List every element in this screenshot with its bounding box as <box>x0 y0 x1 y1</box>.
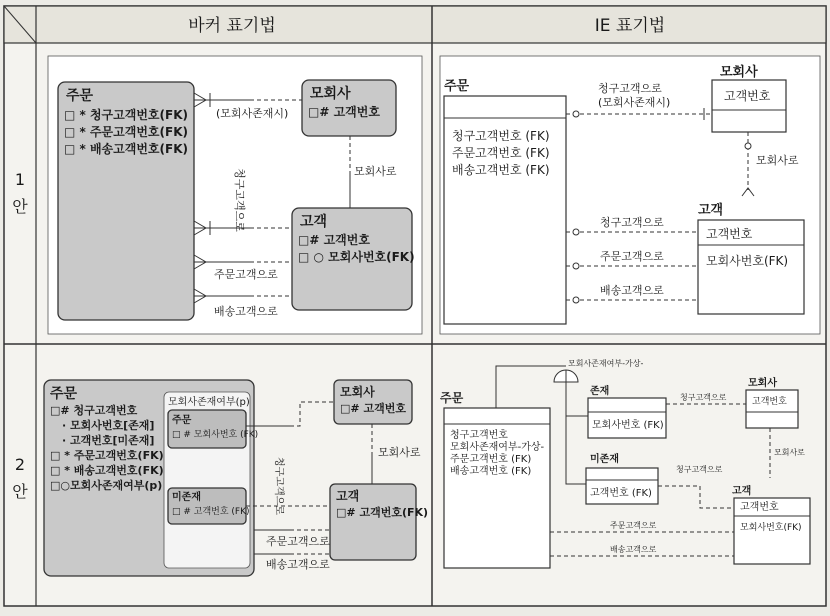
r2i-parent-entity <box>746 390 798 428</box>
r1-barker-diagram <box>48 56 422 334</box>
r2b-order-attr-4: □ * 주문고객번호(FK) <box>50 449 164 462</box>
row2-word: 안 <box>12 482 28 501</box>
r1i-circle-4 <box>573 297 579 303</box>
r2i-exist-entity <box>588 398 666 438</box>
r1i-label-order-cust: 주문고객으로 <box>600 250 664 263</box>
r1b-label-ship: 배송고객으로 <box>214 305 278 318</box>
r2i-top-label: 모회사존재여부-가상- <box>568 359 644 368</box>
r1-ie-diagram <box>440 56 820 334</box>
r1i-customer-title: 고객 <box>698 203 724 218</box>
r1b-label-billing: 청구고객으로 <box>233 168 246 232</box>
r1i-label-ship: 배송고객으로 <box>600 284 664 297</box>
r2b-label-billing: 청구고객으로 <box>273 457 284 515</box>
r2b-order-attr-1: □# 청구고객번호 <box>50 404 138 417</box>
r1i-order-attr-3: 배송고객번호 (FK) <box>452 163 550 177</box>
r1i-label-parent: 모회사로 <box>756 154 799 167</box>
r2b-sub1-title: 주문 <box>172 415 192 426</box>
r1i-parent-title: 모회사 <box>720 65 758 80</box>
r1i-order-title: 주문 <box>444 79 470 94</box>
r2b-sub2-attr: □ # 고객번호 (FK) <box>172 507 250 517</box>
r1b-label-parent-company: (모회사존재시) <box>216 107 289 120</box>
r1i-circle-1 <box>573 111 579 117</box>
r2i-parent-title: 모회사 <box>748 378 777 389</box>
r1b-order-attr-3: □ * 배송고객번호(FK) <box>64 142 188 156</box>
r2b-order-attr-2: · 모회사번호[존재] <box>62 419 155 432</box>
header-barker: 바커 표기법 <box>188 16 276 36</box>
header-row <box>4 6 826 43</box>
r1i-customer-pk: 고객번호 <box>706 227 753 241</box>
r2b-label-ship: 배송고객으로 <box>266 558 330 571</box>
r1i-parent-entity <box>712 80 786 132</box>
row1-number: 1 <box>14 170 26 189</box>
r2i-label-ship: 배송고객으로 <box>610 545 657 554</box>
r2b-order-attr-3: · 고객번호[미존재] <box>62 434 155 447</box>
r2b-parent-attr: □# 고객번호 <box>340 402 406 415</box>
r1b-order-title: 주문 <box>66 88 94 104</box>
row1-word: 안 <box>12 197 28 216</box>
r1b-order-attr-2: □ * 주문고객번호(FK) <box>64 125 188 139</box>
r1i-circle-2 <box>573 229 579 235</box>
r1i-order-attr-1: 청구고객번호 (FK) <box>452 129 550 143</box>
r2i-label-billing-a: 청구고객으로 <box>680 393 727 402</box>
r2i-parent-attr: 고객번호 <box>752 397 787 407</box>
row2-number: 2 <box>14 455 26 474</box>
r2b-order-attr-6: □○모회사존재여부(p) <box>50 479 163 492</box>
r2b-parent-title: 모회사 <box>340 385 375 399</box>
r1b-customer-attr-1: □# 고객번호 <box>298 233 370 247</box>
r2i-customer-title: 고객 <box>732 486 752 497</box>
r2b-label-order-cust: 주문고객으로 <box>266 535 330 548</box>
r2b-order-attr-5: □ * 배송고객번호(FK) <box>50 464 164 477</box>
r1b-label-order-cust: 주문고객으로 <box>214 268 278 281</box>
r1i-label-billing-2: (모회사존재시) <box>598 96 671 109</box>
r2b-order-title: 주문 <box>50 386 78 402</box>
r1b-customer-attr-2: □ ○ 모회사번호(FK) <box>298 250 415 264</box>
r2b-customer-title: 고객 <box>336 489 360 503</box>
r1b-parent-attr: □# 고객번호 <box>308 105 380 119</box>
r1i-order-attr-2: 주문고객번호 (FK) <box>452 146 550 160</box>
r2i-label-parent: 모회사로 <box>774 448 805 457</box>
r2i-exist-attr: 모회사번호 (FK) <box>592 420 664 431</box>
r2i-label-billing-b: 청구고객으로 <box>676 465 723 474</box>
r1i-label-billing: 청구고객으로 <box>600 216 664 229</box>
r2i-order-attr-1: 청구고객번호 <box>450 430 508 441</box>
r2i-exist-title: 존재 <box>590 386 610 397</box>
r2i-order-title: 주문 <box>440 391 464 405</box>
r2i-customer-attr: 모회사번호(FK) <box>740 523 802 533</box>
r2b-subtype-title: 모회사존재여부(p) <box>168 397 250 408</box>
r1i-label-billing-1: 청구고객으로 <box>598 82 662 95</box>
r1i-customer-attr: 모회사번호(FK) <box>706 254 789 268</box>
r2i-customer-pk: 고객번호 <box>740 502 779 513</box>
r2i-order-attr-3: 주문고객번호 (FK) <box>450 454 532 465</box>
r2i-label-order-cust: 주문고객으로 <box>610 521 657 530</box>
r2b-sub1-attr: □ # 모회사번호 (FK) <box>172 430 259 440</box>
r2i-nonexist-attr: 고객번호 (FK) <box>590 488 652 499</box>
r1i-parent-attr: 고객번호 <box>724 89 771 103</box>
r2i-order-attr-2: 모회사존재여부-가상- <box>450 442 545 453</box>
r1i-circle-parent <box>745 143 751 149</box>
header-ie: IE 표기법 <box>594 16 666 36</box>
r2b-sub2-title: 미존재 <box>172 492 201 503</box>
r2b-label-parent: 모회사로 <box>378 446 421 459</box>
r1b-label-parent: 모회사로 <box>354 165 397 178</box>
r1b-order-attr-1: □ * 청구고객번호(FK) <box>64 108 188 122</box>
r1b-parent-title: 모회사 <box>310 86 351 102</box>
r2b-customer-attr: □# 고객번호(FK) <box>336 506 429 519</box>
r1b-customer-title: 고객 <box>300 214 328 230</box>
r1i-circle-3 <box>573 263 579 269</box>
r2i-nonexist-title: 미존재 <box>590 454 619 465</box>
r2i-order-attr-4: 배송고객번호 (FK) <box>450 466 532 477</box>
